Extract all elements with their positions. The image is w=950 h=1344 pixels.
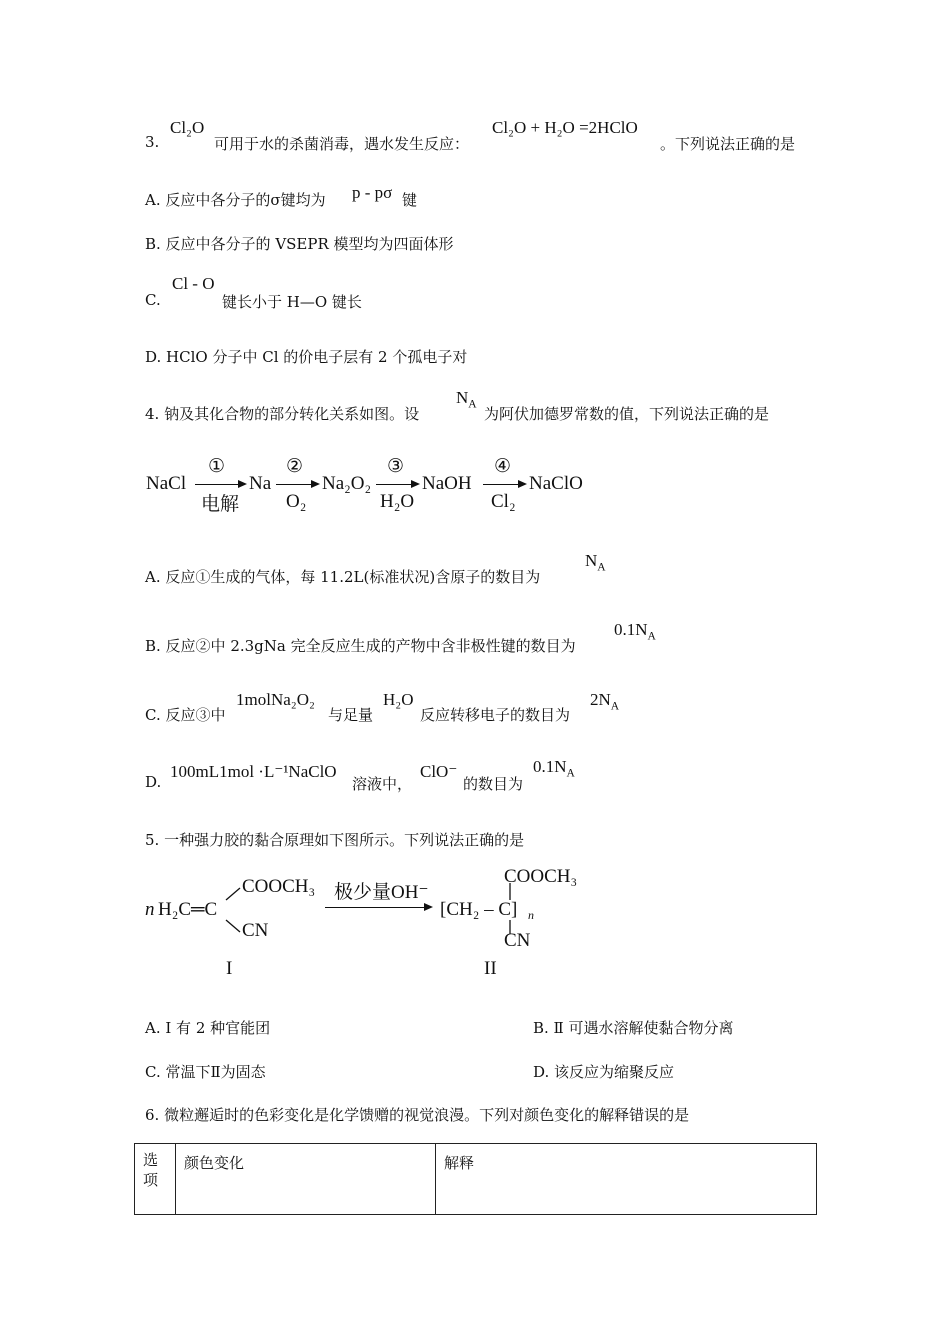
compound-label-2: II bbox=[484, 958, 497, 979]
q3-option-c-formula: Cl - O bbox=[172, 274, 215, 293]
scheme-na2o2: Na₂O₂ bbox=[322, 473, 372, 494]
scheme-step1-condition: 电解 bbox=[201, 494, 240, 515]
q3-option-b: B. 反应中各分子的 VSEPR 模型均为四面体形 bbox=[145, 235, 454, 253]
q4-option-c-formula3: $2N_A$ bbox=[590, 690, 620, 713]
q3-formula-cl2o: Cl₂O bbox=[170, 118, 205, 137]
q3-reaction-equation: Cl₂O + H₂O =2HClO bbox=[492, 118, 638, 137]
q4-na-symbol: $N_A$ bbox=[456, 388, 477, 411]
q4-option-a: A. 反应①生成的气体，每 11.2L(标准状况)含原子的数目为 bbox=[145, 568, 541, 586]
q4-option-d-formula3: $0.1N_A$ bbox=[533, 757, 575, 780]
table-header-color-change: 颜色变化 bbox=[176, 1144, 436, 1215]
q4-option-d-mid: 溶液中， bbox=[352, 775, 413, 793]
q3-stem-end: 。下列说法正确的是 bbox=[660, 135, 796, 153]
q4-option-d-mid2: 的数目为 bbox=[463, 775, 524, 793]
q5-option-c: C. 常温下Ⅱ为固态 bbox=[145, 1063, 266, 1081]
polymer-cyano-group: CN bbox=[504, 930, 531, 951]
reaction-condition: 极少量OH⁻ bbox=[334, 882, 429, 903]
monomer-formula: H₂C═C bbox=[158, 899, 218, 920]
polymer-repeat-unit: [CH₂ – C] bbox=[440, 899, 518, 920]
q4-option-d-formula2: ClO⁻ bbox=[420, 762, 458, 781]
q4-option-c-mid2: 反应转移电子的数目为 bbox=[420, 706, 571, 724]
polymer-ester-group: COOCH₃ bbox=[504, 866, 578, 887]
scheme-step3-number: ③ bbox=[387, 456, 405, 477]
q5-stem: 5. 一种强力胶的黏合原理如下图所示。下列说法正确的是 bbox=[145, 831, 525, 849]
scheme-step1-number: ① bbox=[208, 456, 226, 477]
scheme-step2-reagent: O₂ bbox=[286, 491, 307, 512]
q3-option-a-end: 键 bbox=[402, 191, 418, 209]
q4-option-d-formula1: 100mL1mol ·L⁻¹NaClO bbox=[170, 762, 337, 781]
monomer-count: n bbox=[145, 899, 155, 920]
q4-option-b-formula: $0.1N_A$ bbox=[614, 620, 656, 643]
q5-option-b: B. Ⅱ 可遇水溶解使黏合物分离 bbox=[533, 1019, 734, 1037]
q4-stem-end: 为阿伏加德罗常数的值，下列说法正确的是 bbox=[484, 405, 770, 423]
q5-option-d: D. 该反应为缩聚反应 bbox=[533, 1063, 675, 1081]
table-header-row bbox=[135, 1144, 817, 1215]
scheme-step4-number: ④ bbox=[494, 456, 512, 477]
q4-option-b: B. 反应②中 2.3gNa 完全反应生成的产物中含非极性键的数目为 bbox=[145, 637, 576, 655]
q3-number: 3. bbox=[145, 133, 160, 151]
q4-option-c-mid: 与足量 bbox=[328, 706, 374, 724]
polymer-degree: n bbox=[528, 908, 534, 922]
q3-stem-text: 可用于水的杀菌消毒，遇水发生反应： bbox=[214, 135, 470, 153]
q4-option-d: D. bbox=[145, 773, 162, 791]
table-header-option: 选项 bbox=[135, 1144, 176, 1215]
q3-option-a: A. 反应中各分子的σ键均为 bbox=[145, 191, 326, 209]
q4-stem: 4. 钠及其化合物的部分转化关系如图。设 bbox=[145, 405, 420, 423]
scheme-step2-number: ② bbox=[286, 456, 304, 477]
q5-option-a: A. Ⅰ 有 2 种官能团 bbox=[145, 1019, 271, 1037]
scheme-step4-reagent: Cl₂ bbox=[491, 491, 516, 512]
q6-stem: 6. 微粒邂逅时的色彩变化是化学馈赠的视觉浪漫。下列对颜色变化的解释错误的是 bbox=[145, 1106, 690, 1124]
scheme-naoh: NaOH bbox=[422, 473, 472, 494]
scheme-na: Na bbox=[249, 473, 272, 494]
compound-label-1: I bbox=[226, 958, 233, 979]
q4-option-c-formula2: H₂O bbox=[383, 690, 414, 709]
monomer-ester-group: COOCH₃ bbox=[242, 876, 316, 897]
q3-option-a-formula: p - pσ bbox=[352, 183, 393, 202]
table-header-explanation: 解释 bbox=[436, 1144, 817, 1215]
scheme-naclo: NaClO bbox=[529, 473, 583, 494]
q4-option-c-formula1: 1molNa₂O₂ bbox=[236, 690, 315, 709]
q3-option-c-end: 键长小于 H—O 键长 bbox=[222, 293, 362, 311]
q4-option-a-formula: $N_A$ bbox=[585, 551, 606, 574]
monomer-bonds bbox=[0, 0, 950, 1]
q4-option-c: C. 反应③中 bbox=[145, 706, 226, 724]
scheme-step3-reagent: H₂O bbox=[380, 491, 415, 512]
monomer-cyano-group: CN bbox=[242, 920, 269, 941]
scheme-nacl: NaCl bbox=[146, 473, 187, 494]
q3-option-d: D. HClO 分子中 Cl 的价电子层有 2 个孤电子对 bbox=[145, 348, 468, 366]
q6-table bbox=[134, 1143, 817, 1215]
q3-option-c: C. bbox=[145, 291, 161, 309]
